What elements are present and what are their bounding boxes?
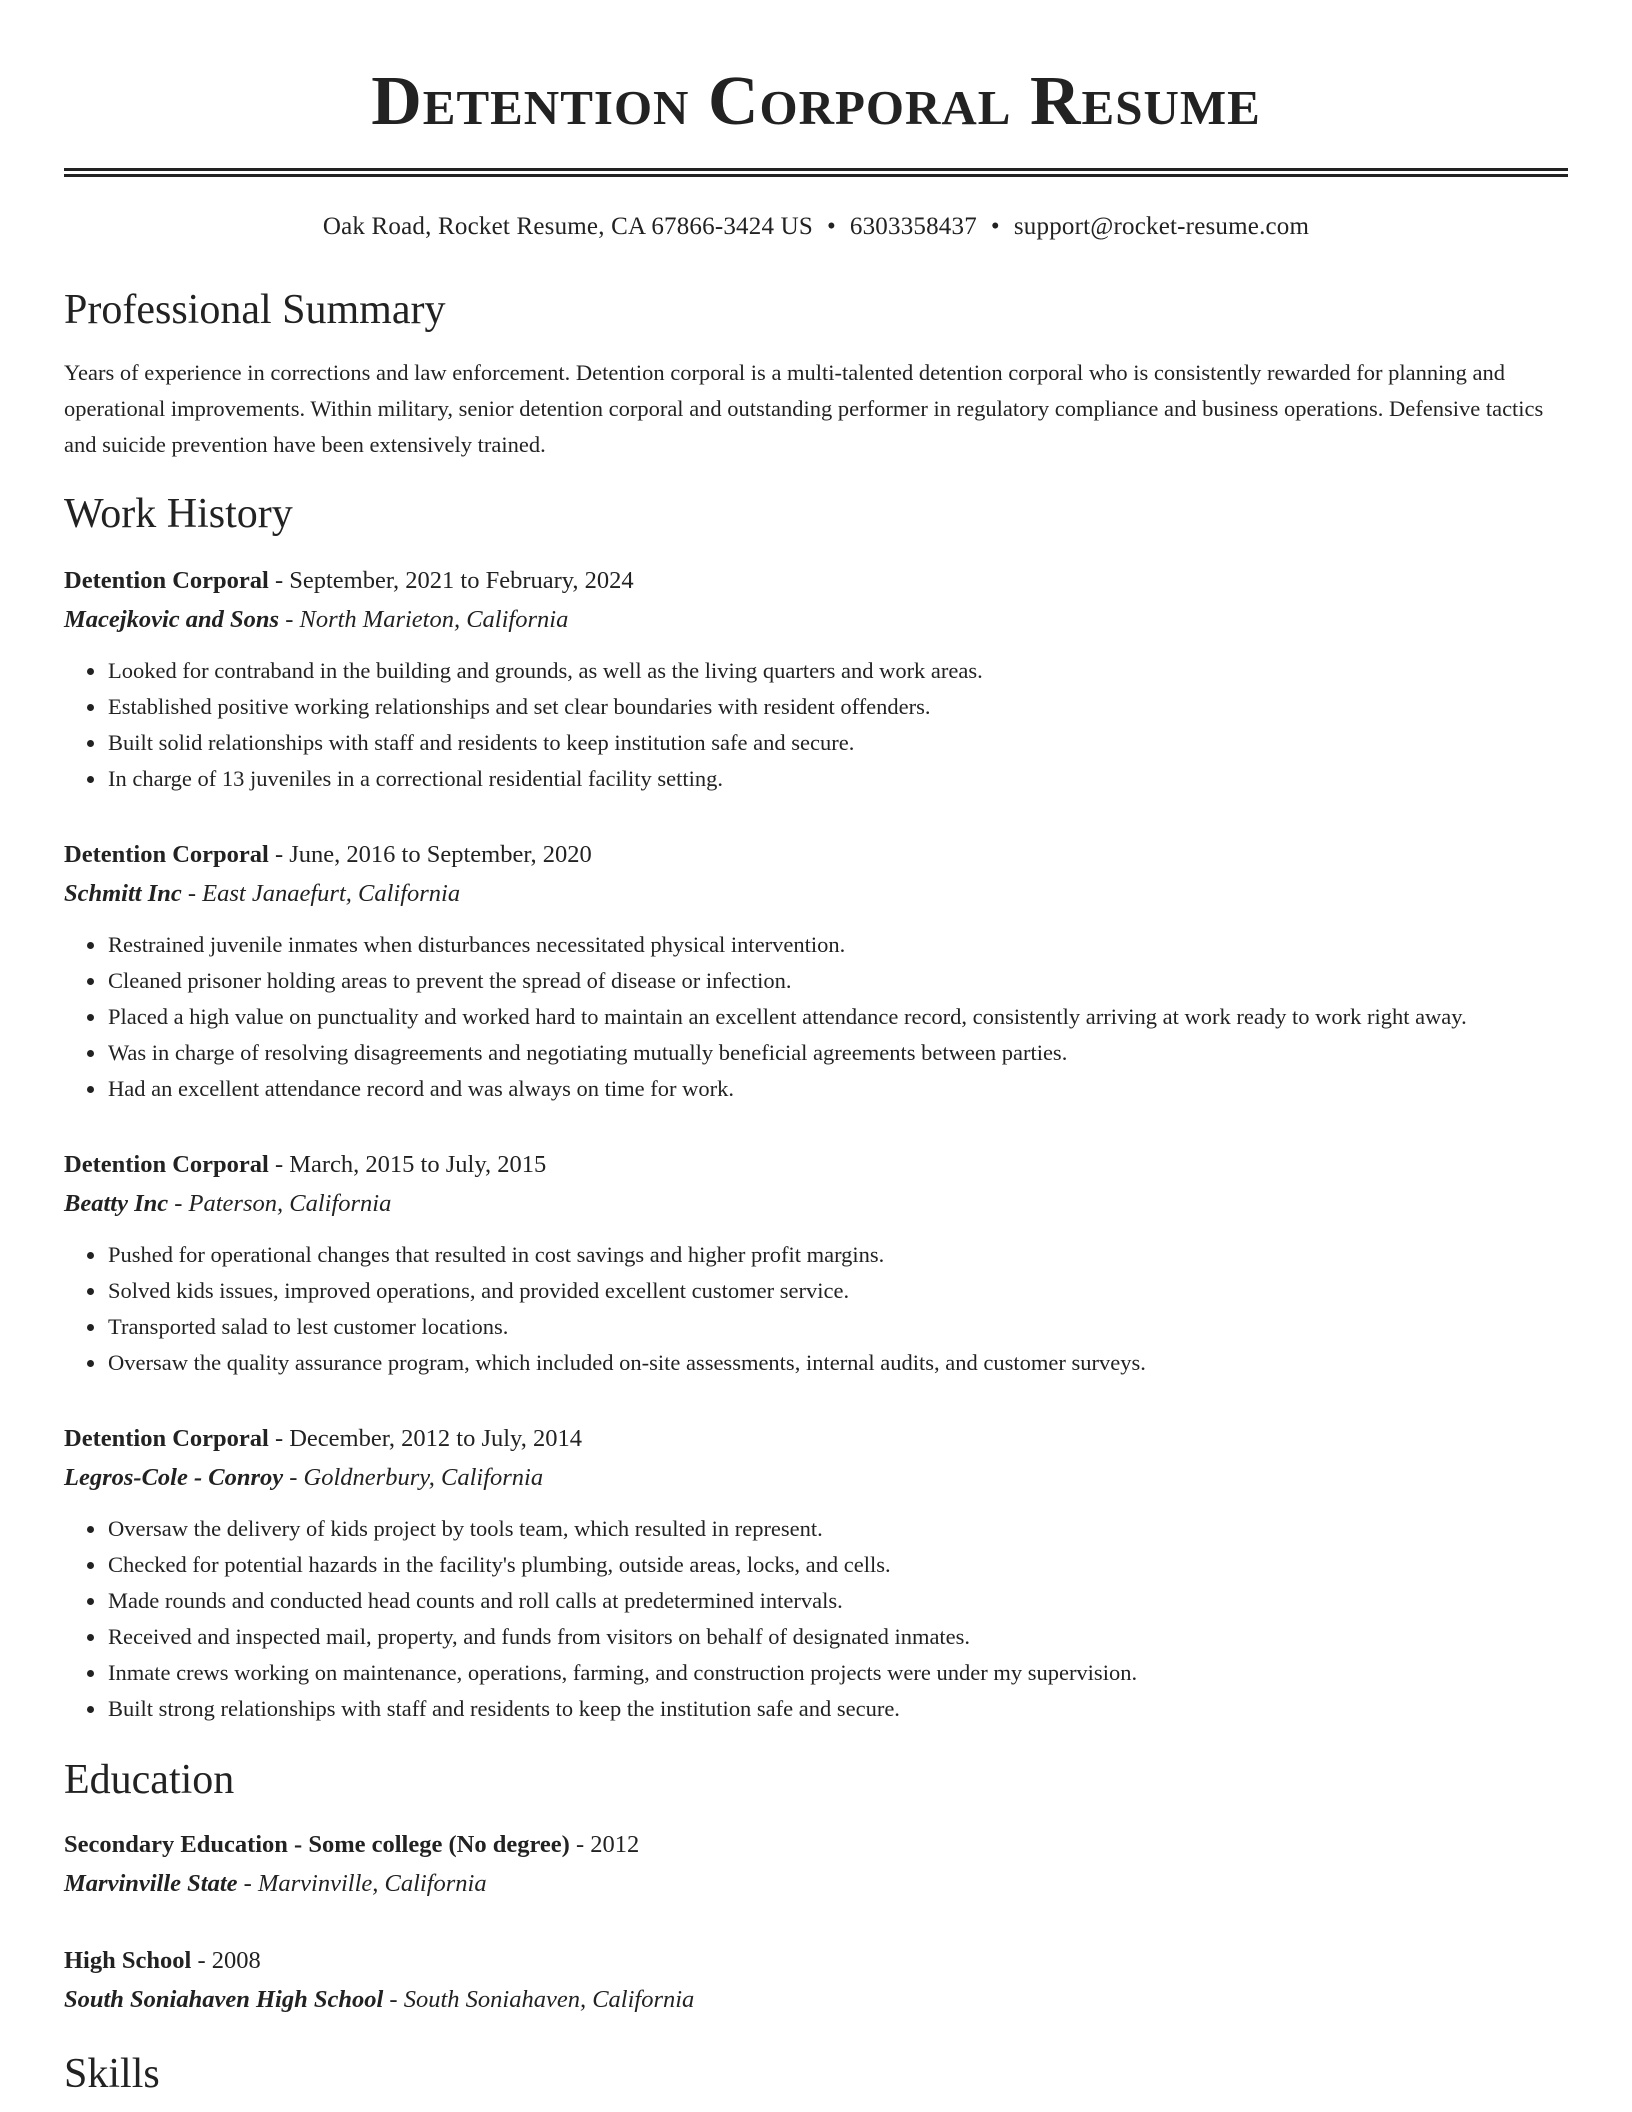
education-heading: Education xyxy=(64,1757,235,1803)
summary-text: Years of experience in corrections and law enforcement. Detention corporal is a multi-talented detention corporal who is consistently rewarded for planning and operational improvements. Within military, senior detention corporal and outstanding performer in regulatory compliance and business operations. Defensive tactics and suicide prevention have been extensively trained. xyxy=(64,360,1544,457)
school-location: - Marvinville, California xyxy=(237,1870,487,1897)
employer-name: Legros-Cole - Conroy xyxy=(64,1464,284,1491)
employer-location: - Goldnerbury, California xyxy=(283,1464,544,1491)
job-bullet: • Oversaw the delivery of kids project by tools team, which resulted in represent. xyxy=(107,1511,1568,1547)
employer-name: Macejkovic and Sons xyxy=(64,606,280,633)
employer-line xyxy=(64,1458,1568,1497)
job-bullet: • Built strong relationships with staff and residents to keep the institution safe and secure. xyxy=(107,1691,1568,1727)
degree-name: High School xyxy=(64,1947,192,1974)
degree-line xyxy=(64,1825,1568,1864)
job-bullet: • Had an excellent attendance record and was always on time for work. xyxy=(107,1071,1568,1107)
job-bullet: • Was in charge of resolving disagreements and negotiating mutually beneficial agreements between parties. xyxy=(107,1035,1568,1071)
job-title-line xyxy=(64,1145,1568,1184)
job-title: Detention Corporal xyxy=(64,567,269,594)
job-bullet: • Transported salad to lest customer locations. xyxy=(107,1309,1568,1345)
job-bullet: • Pushed for operational changes that resulted in cost savings and higher profit margins. xyxy=(107,1237,1568,1273)
school-name: Marvinville State xyxy=(64,1870,238,1897)
job-bullets xyxy=(64,927,1568,1107)
job-dates: - December, 2012 to July, 2014 xyxy=(268,1425,582,1452)
job-title: Detention Corporal xyxy=(64,841,269,868)
contact-separator: • xyxy=(990,213,1000,240)
skills-heading: Skills xyxy=(64,2051,160,2097)
job-entry xyxy=(64,1145,1568,1381)
job-bullet: • Inmate crews working on maintenance, operations, farming, and construction projects were under my supervision. xyxy=(107,1655,1568,1691)
job-bullets xyxy=(64,653,1568,797)
school-line xyxy=(64,1864,1568,1903)
employer-name: Schmitt Inc xyxy=(64,880,182,907)
job-title-line xyxy=(64,1419,1568,1458)
job-bullet: • Oversaw the quality assurance program, which included on-site assessments, internal audits, and customer surveys. xyxy=(107,1345,1568,1381)
job-bullet: • Cleaned prisoner holding areas to prevent the spread of disease or infection. xyxy=(107,963,1568,999)
employer-line xyxy=(64,874,1568,913)
degree-year: - 2008 xyxy=(191,1947,261,1974)
job-bullet: • Made rounds and conducted head counts and roll calls at predetermined intervals. xyxy=(107,1583,1568,1619)
employer-line xyxy=(64,1184,1568,1223)
job-dates: - March, 2015 to July, 2015 xyxy=(268,1151,547,1178)
job-entry xyxy=(64,561,1568,797)
job-title-line xyxy=(64,561,1568,600)
education-entry xyxy=(64,1941,1568,2019)
job-bullet: • Built solid relationships with staff and residents to keep institution safe and secure. xyxy=(107,725,1568,761)
contact-email: support@rocket-resume.com xyxy=(1013,213,1310,240)
job-dates: - June, 2016 to September, 2020 xyxy=(268,841,592,868)
job-bullet: • Solved kids issues, improved operations, and provided excellent customer service. xyxy=(107,1273,1568,1309)
employer-location: - Paterson, California xyxy=(168,1190,392,1217)
title-divider xyxy=(64,168,1568,177)
job-bullet: • Received and inspected mail, property, and funds from visitors on behalf of designated inmates. xyxy=(107,1619,1568,1655)
job-title: Detention Corporal xyxy=(64,1151,269,1178)
contact-address: Oak Road, Rocket Resume, CA 67866-3424 US xyxy=(322,213,813,240)
job-bullet: • Placed a high value on punctuality and worked hard to maintain an excellent attendance record, consistently arriving at work ready to work right away. xyxy=(107,999,1568,1035)
job-bullet: • Checked for potential hazards in the facility's plumbing, outside areas, locks, and cells. xyxy=(107,1547,1568,1583)
job-bullet: • In charge of 13 juveniles in a correctional residential facility setting. xyxy=(107,761,1568,797)
job-entry xyxy=(64,1419,1568,1727)
school-line xyxy=(64,1980,1568,2019)
contact-phone: 6303358437 xyxy=(849,213,977,240)
degree-name: Secondary Education - Some college (No degree) xyxy=(64,1831,570,1858)
job-bullet: • Looked for contraband in the building and grounds, as well as the living quarters and work areas. xyxy=(107,653,1568,689)
contact-separator: • xyxy=(826,213,836,240)
employer-location: - North Marieton, California xyxy=(279,606,569,633)
education-entry xyxy=(64,1825,1568,1903)
summary-heading: Professional Summary xyxy=(64,287,446,333)
job-title-line xyxy=(64,835,1568,874)
employer-location: - East Janaefurt, California xyxy=(181,880,461,907)
job-bullet: • Restrained juvenile inmates when disturbances necessitated physical intervention. xyxy=(107,927,1568,963)
work-history-heading: Work History xyxy=(64,491,293,537)
job-title: Detention Corporal xyxy=(64,1425,269,1452)
job-bullets xyxy=(64,1511,1568,1727)
degree-year: - 2012 xyxy=(569,1831,640,1858)
job-bullets xyxy=(64,1237,1568,1381)
degree-line xyxy=(64,1941,1568,1980)
job-dates: - September, 2021 to February, 2024 xyxy=(268,567,634,594)
school-location: - South Soniahaven, California xyxy=(383,1986,695,2013)
school-name: South Soniahaven High School xyxy=(64,1986,384,2013)
contact-line xyxy=(64,211,1568,243)
resume-title: Detention Corporal Resume xyxy=(371,63,1261,140)
job-bullet: • Established positive working relationships and set clear boundaries with resident offenders. xyxy=(107,689,1568,725)
employer-name: Beatty Inc xyxy=(64,1190,169,1217)
job-entry xyxy=(64,835,1568,1107)
employer-line xyxy=(64,600,1568,639)
